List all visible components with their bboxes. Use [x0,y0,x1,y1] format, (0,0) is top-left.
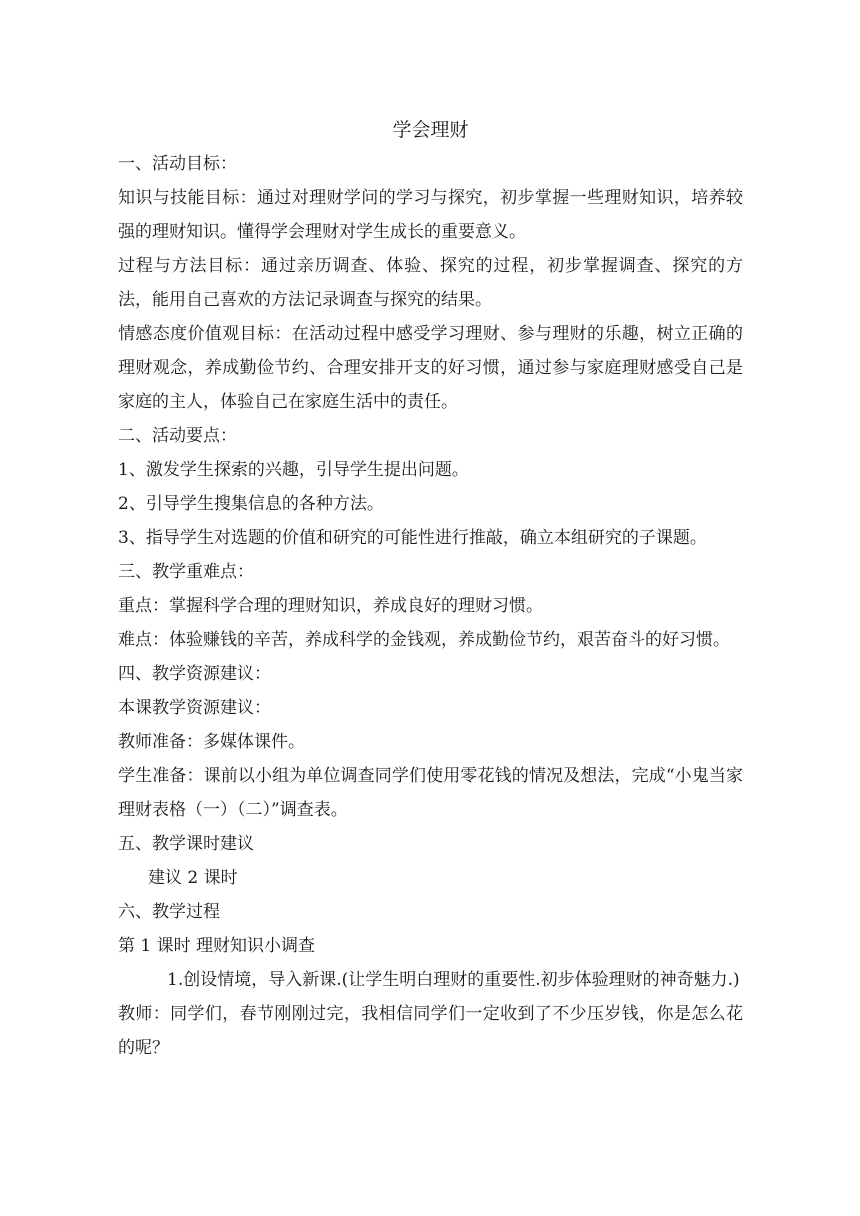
paragraph-process-goal: 过程与方法目标：通过亲历调查、体验、探究的过程，初步掌握调查、探究的方法，能用自己喜欢的方法记录调查与探究的结果。 [118,256,743,310]
paragraph-step-1-text: 1.创设情境，导入新课.(让学生明白理财的重要性.初步体验理财的神奇魅力.) [167,970,740,990]
document-title: 学会理财 [392,119,469,141]
paragraph-knowledge-goal: 知识与技能目标：通过对理财学问的学习与探究，初步掌握一些理财知识，培养较强的理财知识。懂得学会理财对学生成长的重要意义。 [118,188,743,242]
document-body [118,113,743,1065]
list-item-point-1: 1、激发学生探索的兴趣，引导学生提出问题。 [118,460,469,480]
section-heading-resources: 四、教学资源建议： [118,664,271,684]
list-item-point-3: 3、指导学生对选题的价值和研究的可能性进行推敲，确立本组研究的子课题。 [118,528,707,548]
paragraph-focus: 重点：掌握科学合理的理财知识，养成良好的理财习惯。 [118,596,543,616]
paragraph-hours-suggestion: 建议 2 课时 [148,868,238,888]
paragraph-difficulty: 难点：体验赚钱的辛苦，养成科学的金钱观，养成勤俭节约，艰苦奋斗的好习惯。 [118,630,730,650]
paragraph-resources-intro: 本课教学资源建议： [118,698,271,718]
section-heading-process: 六、教学过程 [118,902,220,922]
paragraph-step-1 [118,963,743,997]
paragraph-student-prep: 学生准备：课前以小组为单位调查同学们使用零花钱的情况及想法，完成“小鬼当家 理财表格（一）（二）”调查表。 [118,766,743,820]
section-heading-key-points: 二、活动要点： [118,426,237,446]
paragraph-teacher-prep: 教师准备：多媒体课件。 [118,732,305,752]
section-heading-difficulties: 三、教学重难点： [118,562,254,582]
list-item-point-2: 2、引导学生搜集信息的各种方法。 [118,494,384,514]
paragraph-emotion-goal: 情感态度价值观目标：在活动过程中感受学习理财、参与理财的乐趣，树立正确的理财观念，养成勤俭节约、合理安排开支的好习惯，通过参与家庭理财感受自己是家庭的主人，体验自己在家庭生活中的责任。 [118,324,743,412]
section-heading-hours: 五、教学课时建议 [118,834,254,854]
paragraph-lesson-1-title: 第 1 课时 理财知识小调查 [118,936,316,956]
paragraph-teacher-dialogue: 教师：同学们，春节刚刚过完，我相信同学们一定收到了不少压岁钱，你是怎么花的呢？ [118,1004,743,1058]
section-heading-objectives: 一、活动目标： [118,154,237,174]
